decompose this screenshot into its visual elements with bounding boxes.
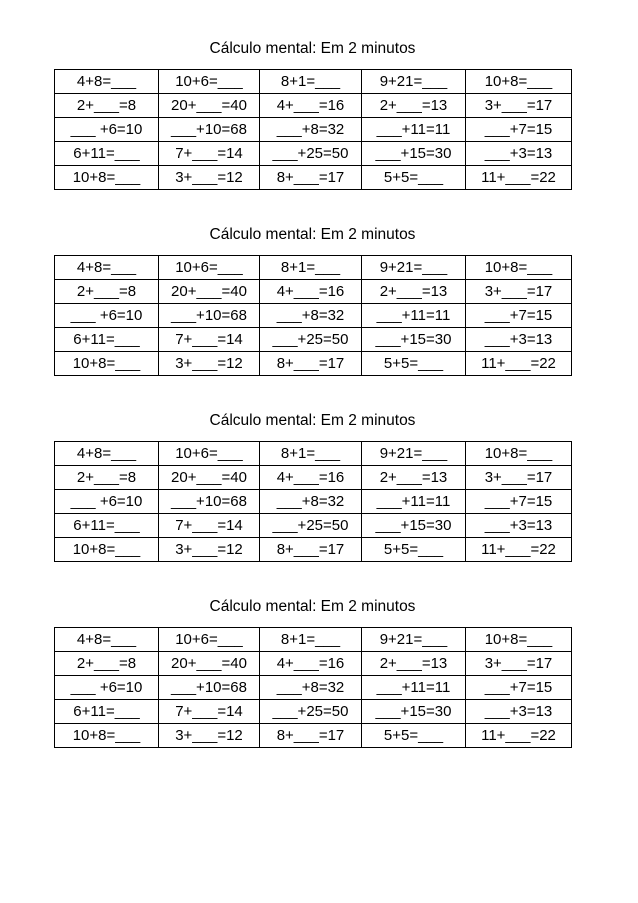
exercise-cell: 3+___=12	[159, 724, 260, 748]
exercise-cell: 4+8=___	[55, 70, 159, 94]
exercise-cell: ___ +6=10	[55, 304, 159, 328]
exercise-cell: ___+11=11	[362, 304, 466, 328]
exercise-cell: ___+15=30	[362, 700, 466, 724]
worksheet-title: Cálculo mental: Em 2 minutos	[209, 40, 416, 57]
worksheet-block	[54, 410, 571, 562]
exercise-cell: 6+11=___	[55, 514, 159, 538]
exercise-cell: 5+5=___	[362, 352, 466, 376]
exercise-cell: 10+8=___	[466, 256, 572, 280]
exercise-cell: ___+11=11	[362, 490, 466, 514]
table-row	[55, 256, 572, 280]
exercise-cell: ___ +6=10	[55, 490, 159, 514]
exercise-cell: 10+8=___	[466, 442, 572, 466]
exercise-cell: ___+3=13	[466, 514, 572, 538]
exercise-cell: 7+___=14	[159, 142, 260, 166]
table-row	[55, 514, 572, 538]
exercise-cell: ___+3=13	[466, 700, 572, 724]
exercise-cell: ___+10=68	[159, 676, 260, 700]
exercise-cell: ___+8=32	[260, 304, 362, 328]
table-row	[55, 352, 572, 376]
exercise-cell: ___+7=15	[466, 490, 572, 514]
exercise-cell: 5+5=___	[362, 724, 466, 748]
exercise-cell: 4+8=___	[55, 442, 159, 466]
exercise-cell: 4+8=___	[55, 628, 159, 652]
exercise-cell: ___+15=30	[362, 328, 466, 352]
table-row	[55, 466, 572, 490]
table-row	[55, 328, 572, 352]
worksheet-title: Cálculo mental: Em 2 minutos	[209, 226, 416, 243]
exercise-cell: 3+___=17	[466, 652, 572, 676]
exercise-cell: 11+___=22	[466, 352, 572, 376]
exercise-cell: 8+1=___	[260, 70, 362, 94]
exercise-cell: ___+15=30	[362, 514, 466, 538]
exercise-cell: 10+8=___	[55, 352, 159, 376]
exercise-cell: ___+8=32	[260, 676, 362, 700]
table-row	[55, 142, 572, 166]
exercise-cell: 4+___=16	[260, 94, 362, 118]
table-row	[55, 280, 572, 304]
table-row	[55, 538, 572, 562]
exercise-cell: 9+21=___	[362, 70, 466, 94]
exercise-cell: ___ +6=10	[55, 676, 159, 700]
exercise-cell: 7+___=14	[159, 328, 260, 352]
exercise-cell: 11+___=22	[466, 724, 572, 748]
exercise-cell: 7+___=14	[159, 514, 260, 538]
exercise-cell: 2+___=13	[362, 94, 466, 118]
exercise-cell: 10+8=___	[55, 538, 159, 562]
exercise-cell: 5+5=___	[362, 538, 466, 562]
exercise-cell: ___+7=15	[466, 118, 572, 142]
exercise-cell: ___+8=32	[260, 490, 362, 514]
table-row	[55, 628, 572, 652]
exercise-cell: ___+25=50	[260, 514, 362, 538]
exercise-cell: 10+8=___	[466, 70, 572, 94]
exercise-cell: 2+___=13	[362, 652, 466, 676]
exercise-cell: 9+21=___	[362, 442, 466, 466]
exercise-cell: 10+8=___	[55, 724, 159, 748]
table-row	[55, 490, 572, 514]
exercise-cell: 3+___=17	[466, 466, 572, 490]
exercise-cell: 20+___=40	[159, 94, 260, 118]
exercise-cell: ___+11=11	[362, 676, 466, 700]
exercise-cell: 8+1=___	[260, 628, 362, 652]
table-row	[55, 700, 572, 724]
exercise-cell: 8+___=17	[260, 352, 362, 376]
table-row	[55, 304, 572, 328]
exercise-cell: 11+___=22	[466, 166, 572, 190]
worksheet-block	[54, 38, 571, 190]
exercise-cell: ___+10=68	[159, 118, 260, 142]
exercise-cell: ___+10=68	[159, 490, 260, 514]
exercise-cell: 6+11=___	[55, 328, 159, 352]
exercise-cell: 10+8=___	[55, 166, 159, 190]
exercise-cell: ___+7=15	[466, 304, 572, 328]
exercise-cell: 10+6=___	[159, 442, 260, 466]
table-row	[55, 70, 572, 94]
exercise-cell: 3+___=17	[466, 280, 572, 304]
exercise-cell: ___+7=15	[466, 676, 572, 700]
exercise-cell: 10+6=___	[159, 70, 260, 94]
exercise-cell: ___+11=11	[362, 118, 466, 142]
exercise-cell: ___+3=13	[466, 142, 572, 166]
exercise-cell: 3+___=17	[466, 94, 572, 118]
exercise-cell: ___+25=50	[260, 142, 362, 166]
table-row	[55, 166, 572, 190]
exercise-cell: 2+___=8	[55, 280, 159, 304]
exercise-cell: 6+11=___	[55, 700, 159, 724]
exercise-cell: 3+___=12	[159, 166, 260, 190]
exercise-cell: 10+8=___	[466, 628, 572, 652]
exercise-cell: 5+5=___	[362, 166, 466, 190]
exercise-cell: 8+___=17	[260, 166, 362, 190]
table-row	[55, 94, 572, 118]
exercise-cell: 8+___=17	[260, 724, 362, 748]
exercise-cell: 20+___=40	[159, 652, 260, 676]
exercise-cell: 2+___=13	[362, 466, 466, 490]
table-row	[55, 442, 572, 466]
exercise-cell: 2+___=8	[55, 652, 159, 676]
exercise-cell: 8+1=___	[260, 442, 362, 466]
exercise-cell: 2+___=13	[362, 280, 466, 304]
table-row	[55, 652, 572, 676]
exercise-table	[54, 627, 572, 748]
exercise-cell: 11+___=22	[466, 538, 572, 562]
worksheet-block	[54, 224, 571, 376]
exercise-cell: ___+10=68	[159, 304, 260, 328]
exercise-cell: 2+___=8	[55, 94, 159, 118]
exercise-cell: 7+___=14	[159, 700, 260, 724]
exercise-table	[54, 69, 572, 190]
table-row	[55, 724, 572, 748]
exercise-cell: 8+___=17	[260, 538, 362, 562]
exercise-cell: 3+___=12	[159, 538, 260, 562]
exercise-cell: 4+8=___	[55, 256, 159, 280]
exercise-table	[54, 441, 572, 562]
worksheet-block	[54, 596, 571, 748]
table-row	[55, 676, 572, 700]
exercise-cell: ___+3=13	[466, 328, 572, 352]
worksheet-title: Cálculo mental: Em 2 minutos	[209, 598, 416, 615]
exercise-cell: ___+15=30	[362, 142, 466, 166]
exercise-cell: 10+6=___	[159, 256, 260, 280]
exercise-cell: 20+___=40	[159, 466, 260, 490]
exercise-cell: 9+21=___	[362, 628, 466, 652]
exercise-cell: 8+1=___	[260, 256, 362, 280]
exercise-cell: 20+___=40	[159, 280, 260, 304]
exercise-cell: 2+___=8	[55, 466, 159, 490]
worksheet-title: Cálculo mental: Em 2 minutos	[209, 412, 416, 429]
exercise-cell: ___ +6=10	[55, 118, 159, 142]
exercise-cell: ___+8=32	[260, 118, 362, 142]
exercise-table	[54, 255, 572, 376]
exercise-cell: 6+11=___	[55, 142, 159, 166]
table-row	[55, 118, 572, 142]
exercise-cell: 4+___=16	[260, 280, 362, 304]
exercise-cell: 9+21=___	[362, 256, 466, 280]
exercise-cell: 3+___=12	[159, 352, 260, 376]
exercise-cell: 10+6=___	[159, 628, 260, 652]
exercise-cell: 4+___=16	[260, 652, 362, 676]
exercise-cell: ___+25=50	[260, 328, 362, 352]
exercise-cell: 4+___=16	[260, 466, 362, 490]
exercise-cell: ___+25=50	[260, 700, 362, 724]
